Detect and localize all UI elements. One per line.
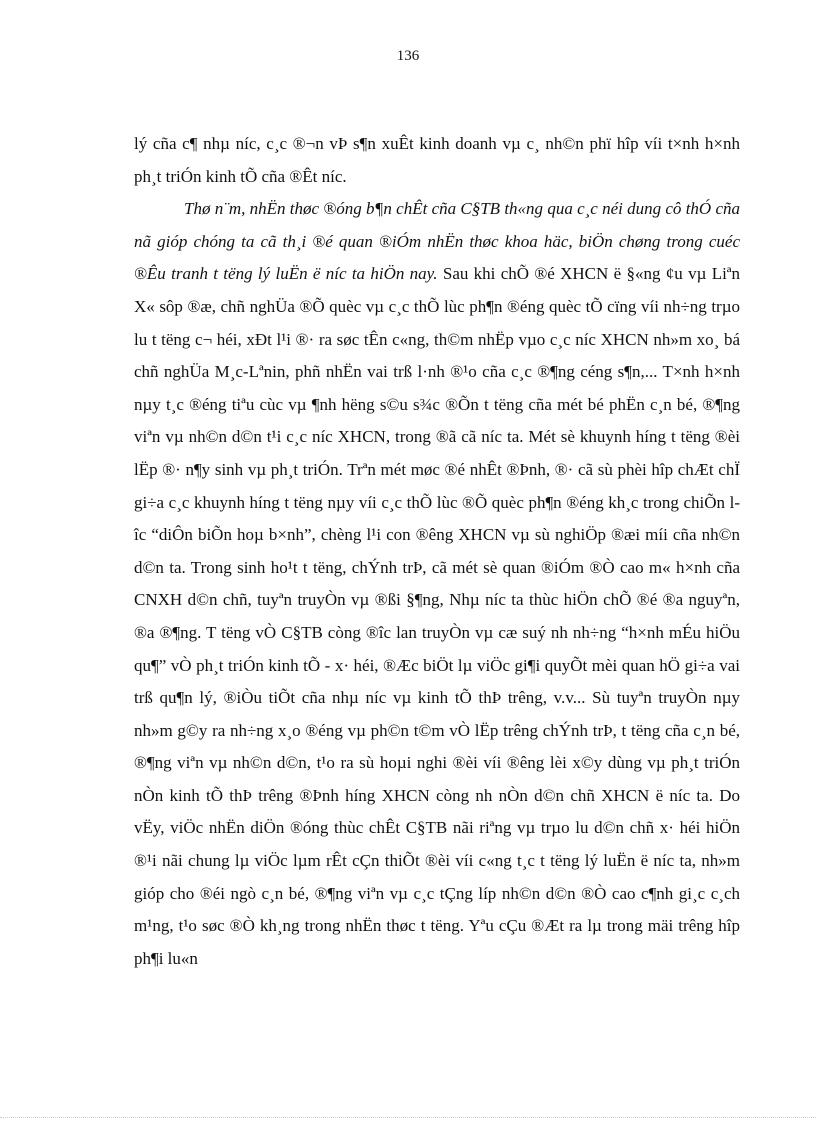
paragraph-2-text: Sau khi chÕ ®é XHCN ë §«ng ¢u vµ Liªn X« sôp ®æ, chñ nghÜa ®Õ quèc vµ c¸c thÕ lùc ph¶n ®éng quèc tÕ cïng víi nh÷ng trµo lu t tëng c¬ héi, xÐt l¹i ®· ra søc tÊn c«ng, th©m nhËp vµo c¸c níc XHCN nh»m xo¸ bá chñ nghÜa M¸c-Lªnin, phñ nhËn vai trß l·nh ®¹o cña c¸c ®¶ng céng s¶n,... T×nh h×nh nµy t¸c ®éng tiªu cùc vµ ¶nh hëng s©u s¾c ®Õn t tëng cña mét bé phËn c¸n bé, ®¶ng viªn vµ nh©n d©n t¹i c¸c níc XHCN, trong ®ã cã níc ta. Mét sè khuynh híng t tëng ®èi lËp ®· n¶y sinh vµ ph¸t triÓn. Trªn mét møc ®é nhÊt ®Þnh, ®· cã sù phèi hîp chÆt chÏ gi÷a c¸c khuynh híng t tëng nµy víi c¸c thÕ lùc ®Õ quèc ph¶n ®éng kh¸c trong chiÕn lîc “diÔn biÕn hoµ b×nh”, chèng l¹i con ®êng XHCN vµ sù nghiÖp ®æi míi cña nh©n d©n ta. Trong sinh ho¹t t tëng, chÝnh trÞ, cã mét sè quan ®iÓm ®Ò cao m« h×nh cña CNXH d©n chñ, tuyªn truyÒn vµ ®ßi §¶ng, Nhµ níc ta thùc hiÖn chÕ ®é ®a nguyªn, ®a ®¶ng. T tëng vÒ C§TB còng ®îc lan truyÒn vµ cæ suý nh nh÷ng “h×nh mÉu hiÖu qu¶” vÒ ph¸t triÓn kinh tÕ - x· héi, ®Æc biÖt lµ viÖc gi¶i quyÕt mèi quan hÖ gi÷a vai trß qu¶n lý, ®iÒu tiÕt cña nhµ níc vµ kinh tÕ thÞ trêng, v.v... Sù tuyªn truyÒn nµy nh»m g©y ra nh÷ng x¸o ®éng vµ ph©n t©m vÒ lËp trêng chÝnh trÞ, t tëng cña c¸n bé, ®¶ng viªn vµ nh©n d©n, t¹o ra sù hoµi nghi ®èi víi ®êng lèi x©y dùng vµ ph¸t triÓn nÒn kinh tÕ thÞ trêng ®Þnh híng XHCN còng nh nÒn d©n chñ XHCN ë níc ta. Do vËy, viÖc nhËn diÖn ®óng thùc chÊt C§TB nãi riªng vµ trµo lu d©n chñ x· héi hiÖn ®¹i nãi chung lµ viÖc lµm rÊt cÇn thiÕt ®èi víi c«ng t¸c t tëng lý luËn ë níc ta, nh»m gióp cho ®éi ngò c¸n bé, ®¶ng viªn vµ c¸c tÇng líp nh©n d©n ®Ò cao c¶nh gi¸c c¸ch m¹ng, t¹o søc ®Ò kh¸ng trong nhËn thøc t tëng. Yªu cÇu ®Æt ra lµ trong mäi trêng hîp ph¶i lu«n xyxy=(134,264,740,968)
document-body xyxy=(134,128,740,975)
page-number: 136 xyxy=(396,48,420,64)
page-bottom-border xyxy=(0,1117,816,1118)
paragraph-2-italic-lead: Thø n¨m, nhËn thøc ®óng b¶n chÊt cña C§TB th«ng qua c¸c néi dung cô thÓ cña nã gióp chóng ta cã th¸i ®é quan ®iÓm nhËn thøc khoa häc, biÖn chøng trong cuéc ®Êu tranh t tëng lý luËn ë níc ta hiÖn nay. xyxy=(134,199,740,284)
paragraph-2 xyxy=(134,193,740,975)
paragraph-1: lý cña c¶ nhµ níc, c¸c ®¬n vÞ s¶n xuÊt kinh doanh vµ c¸ nh©n phï hîp víi t×nh h×nh ph¸t triÓn kinh tÕ cña ®Êt níc. xyxy=(134,134,740,186)
